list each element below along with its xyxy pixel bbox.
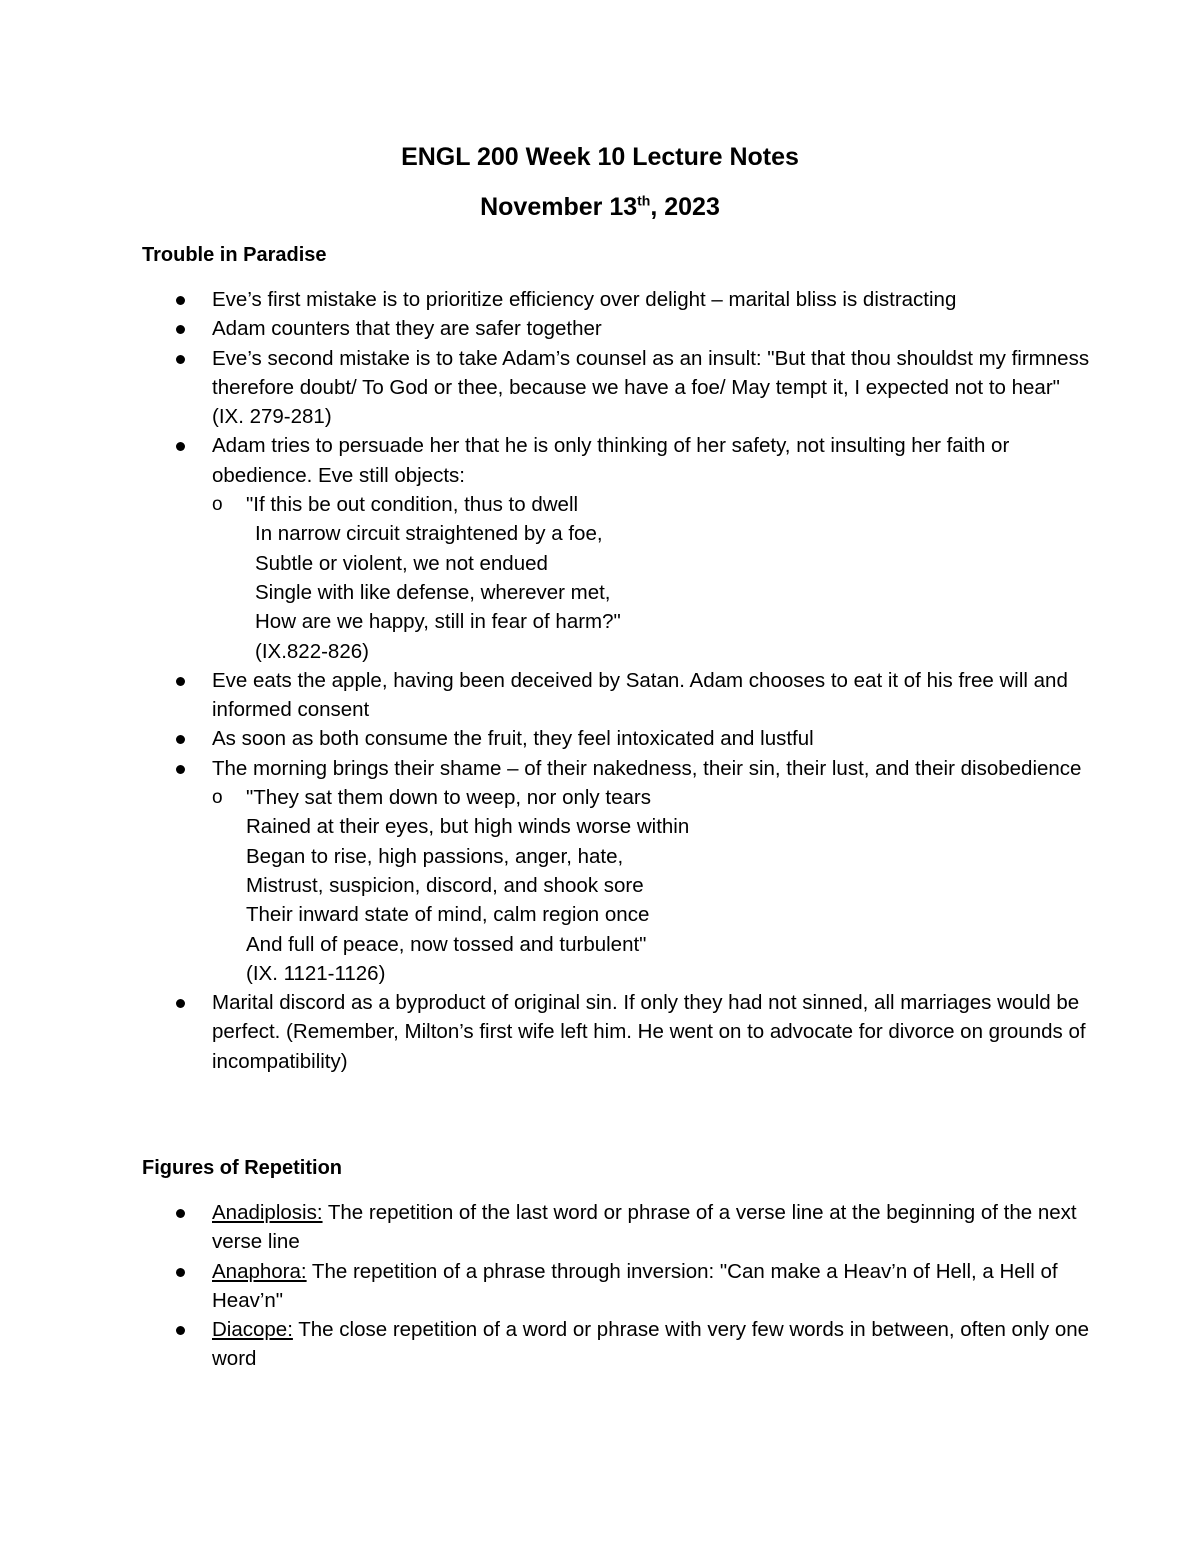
bullet-icon — [176, 1326, 185, 1335]
bullet-icon — [176, 1268, 185, 1277]
sub-bullet-icon: o — [212, 494, 223, 516]
term-anaphora: Anaphora: — [212, 1259, 307, 1283]
quote-line: Began to rise, high passions, anger, hate, — [246, 844, 624, 868]
date-prefix: November 13 — [480, 193, 638, 221]
quote-citation: (IX. 1121-1126) — [246, 961, 386, 985]
trouble-in-paradise-list — [212, 285, 1092, 1076]
quote-line: Subtle or violent, we not endued — [255, 551, 548, 575]
list-item: Adam tries to persuade her that he is only thinking of her safety, not insulting her faith or obedience. Eve still objects: o "If this be out condition, thus to dwell In narrow circuit straightened by a foe, Subtle or violent, we not endued Single with like defense, wherever met, How are we happy, still in fear of harm?" (IX.822-826) — [212, 431, 1092, 665]
quote-line: "If this be out condition, thus to dwell — [246, 493, 579, 517]
list-item: Adam counters that they are safer together — [212, 314, 1092, 343]
date-suffix: , 2023 — [650, 193, 720, 221]
bullet-icon — [176, 999, 185, 1008]
date-superscript: th — [637, 192, 651, 209]
quote-line: Mistrust, suspicion, discord, and shook sore — [246, 873, 644, 897]
figures-of-repetition-list — [212, 1198, 1092, 1374]
title-text: ENGL 200 Week 10 Lecture Notes — [401, 143, 799, 171]
section-heading-trouble-in-paradise: Trouble in Paradise — [142, 244, 327, 266]
list-item: Anaphora: The repetition of a phrase through inversion: "Can make a Heav’n of Hell, a Hell of Heav’n" — [212, 1257, 1092, 1316]
bullet-icon — [176, 677, 185, 686]
quote-line: In narrow circuit straightened by a foe, — [255, 522, 603, 546]
list-item: As soon as both consume the fruit, they feel intoxicated and lustful — [212, 724, 1092, 753]
quote-line: "They sat them down to weep, nor only tears — [246, 786, 651, 810]
list-item: Marital discord as a byproduct of original sin. If only they had not sinned, all marriages would be perfect. (Remember, Milton’s first wife left him. He went on to advocate for divorce on grounds of incompatibility) — [212, 988, 1092, 1076]
list-item: Eve’s first mistake is to prioritize efficiency over delight – marital bliss is distracting — [212, 285, 1092, 314]
bullet-icon — [176, 325, 185, 334]
term-diacope: Diacope: — [212, 1318, 293, 1342]
quote-block — [212, 490, 1092, 666]
quote-block — [212, 783, 1092, 988]
list-item: Eve eats the apple, having been deceived by Satan. Adam chooses to eat it of his free will and informed consent — [212, 666, 1092, 725]
list-item: Diacope: The close repetition of a word or phrase with very few words in between, often only one word — [212, 1315, 1092, 1374]
quote-line: Rained at their eyes, but high winds worse within — [246, 815, 690, 839]
bullet-icon — [176, 735, 185, 744]
bullet-icon — [176, 1209, 185, 1218]
quote-line: How are we happy, still in fear of harm?" — [255, 610, 621, 634]
bullet-icon — [176, 442, 185, 451]
page-date — [0, 192, 1200, 222]
list-item: The morning brings their shame – of their nakedness, their sin, their lust, and their disobedience o "They sat them down to weep, nor only tears Rained at their eyes, but high winds worse within Began to rise, high passions, anger, hate, Mistrust, suspicion, discord, and shook sore Their inward state of mind, calm region once And full of peace, now tossed and turbulent" (IX. 1121-1126) — [212, 754, 1092, 988]
section-heading-figures-of-repetition: Figures of Repetition — [142, 1157, 342, 1179]
list-item: Eve’s second mistake is to take Adam’s counsel as an insult: "But that thou shouldst my firmness therefore doubt/ To God or thee, because we have a foe/ May tempt it, I expected not to hear" (IX. 279-281) — [212, 344, 1092, 432]
bullet-icon — [176, 296, 185, 305]
quote-line: And full of peace, now tossed and turbulent" — [246, 932, 647, 956]
quote-line: Single with like defense, wherever met, — [255, 580, 611, 604]
page-title — [0, 142, 1200, 172]
sub-bullet-icon: o — [212, 787, 223, 809]
bullet-icon — [176, 765, 185, 774]
list-item: Anadiplosis: The repetition of the last word or phrase of a verse line at the beginning of the next verse line — [212, 1198, 1092, 1257]
quote-line: Their inward state of mind, calm region once — [246, 903, 650, 927]
bullet-icon — [176, 355, 185, 364]
quote-citation: (IX.822-826) — [255, 639, 369, 663]
term-anadiplosis: Anadiplosis: — [212, 1201, 323, 1224]
